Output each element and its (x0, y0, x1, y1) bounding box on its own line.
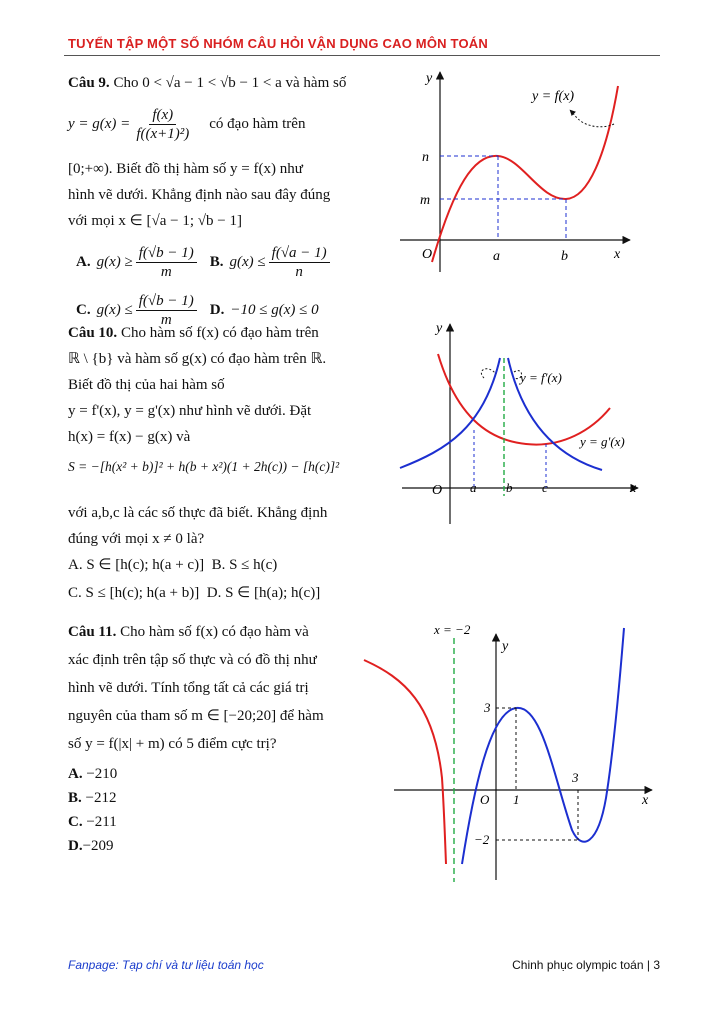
q11-origin-label: O (480, 792, 490, 807)
q9-optA-den: m (160, 263, 172, 280)
q11-optA-label: A. (68, 766, 83, 782)
q11-line2: xác định trên tập số thực và có đồ thị như (68, 652, 317, 668)
q9-optB-label: B. (209, 254, 224, 270)
q9-optC-num: f(√b − 1) (136, 292, 197, 311)
q9-g-den: f((x+1)²) (136, 125, 190, 142)
q9-origin-label: O (422, 247, 433, 262)
q11-tick-3x: 3 (572, 770, 579, 785)
q9-line3: [0;+∞). Biết đồ thị hàm số y = f(x) như (68, 161, 303, 177)
q9-graph (392, 66, 642, 276)
q11-graph (360, 618, 660, 888)
q9-optB-fraction (269, 244, 330, 281)
q9-optA-num: f(√b − 1) (136, 244, 197, 263)
q10-optB: B. S ≤ h(c) (211, 557, 278, 573)
q9-optA-label: A. (76, 254, 91, 270)
q10-options-cd (68, 580, 360, 606)
q10-line7: với a,b,c là các số thực đã biết. Khẳng định (68, 505, 328, 521)
q11-optD-value: −209 (82, 838, 114, 854)
q11-optB-label: B. (68, 790, 82, 806)
q10-line5: h(x) = f(x) − g(x) và (68, 429, 191, 445)
q9-axis-y-label: y (426, 71, 433, 86)
q9-line2 (68, 104, 360, 144)
q10-line3: Biết đồ thị của hai hàm số (68, 377, 225, 393)
q11-line3: hình vẽ dưới. Tính tổng tất cả các giá trị (68, 680, 309, 696)
q10-tick-a: a (470, 480, 477, 495)
q10-tick-b: b (506, 480, 513, 495)
q11-curve-left-branch (364, 660, 446, 864)
q9-tick-b: b (561, 249, 568, 264)
footer-page-info: Chinh phục olympic toán | 3 (512, 958, 660, 972)
q10-line1 (68, 320, 360, 346)
q9-optA-fraction (136, 244, 197, 281)
q11-line1-text: Cho hàm số f(x) có đạo hàm và (120, 624, 309, 640)
q11-label: Câu 11. (68, 624, 117, 640)
q11-optD (68, 834, 360, 858)
q10-line2: ℝ \ {b} và hàm số g(x) có đạo hàm trên ℝ. (68, 351, 327, 367)
q9-tick-m: m (420, 193, 431, 208)
q9-optB-den: n (295, 263, 303, 280)
q9-options-ab (68, 240, 360, 284)
q11-optB (68, 786, 360, 810)
q9-curve-f (432, 86, 618, 262)
q11-axis-y-label: y (502, 639, 509, 654)
q9-axis-x-label: x (614, 247, 621, 262)
q10-optD: D. S ∈ [h(a); h(c)] (206, 585, 321, 601)
q11-tick-m2: −2 (474, 832, 490, 847)
q9-tick-n: n (422, 150, 429, 165)
q9-line5: với mọi x ∈ [√a − 1; √b − 1] (68, 213, 242, 229)
q9-optB-num: f(√a − 1) (269, 244, 330, 263)
question-10 (68, 320, 360, 606)
q11-options (68, 762, 360, 858)
q10-options-ab (68, 552, 360, 578)
q11-axis-x-label: x (642, 793, 649, 808)
q9-optC-label: C. (76, 302, 91, 318)
q10-line4: y = f'(x), y = g'(x) như hình vẽ dưới. Đặt (68, 403, 312, 419)
q9-optD-label: D. (209, 302, 225, 318)
q9-line1-text: Cho 0 < √a − 1 < √b − 1 < a và hàm số (113, 75, 347, 91)
q9-optA-lhs: g(x) ≥ (96, 254, 133, 270)
q11-optA-value: −210 (86, 766, 118, 782)
q11-line1 (68, 618, 360, 646)
q10-line8: đúng với mọi x ≠ 0 là? (68, 531, 205, 547)
q11-asymptote-label: x = −2 (434, 622, 471, 637)
q11-tick-3y: 3 (484, 700, 491, 715)
q9-line1 (68, 70, 360, 96)
q9-g-num: f(x) (149, 106, 176, 125)
q10-optC: C. S ≤ [h(c); h(a + b)] (68, 585, 200, 601)
q10-graph (396, 318, 646, 528)
q11-tick-1: 1 (513, 792, 520, 807)
q10-axis-y-label: y (436, 321, 443, 336)
q10-axis-x-label: x (630, 481, 637, 496)
question-9 (68, 70, 360, 332)
q11-optC-value: −211 (86, 814, 117, 830)
q10-optA: A. S ∈ [h(c); h(a + c)] (68, 557, 205, 573)
q9-optC-den: m (160, 311, 172, 328)
q10-line1-text: Cho hàm số f(x) có đạo hàm trên (120, 325, 319, 341)
q9-curve-label: y = f(x) (532, 89, 575, 104)
page-header: TUYỂN TẬP MỘT SỐ NHÓM CÂU HỎI VẬN DỤNG CAO MÔN TOÁN (68, 36, 488, 51)
q10-label: Câu 10. (68, 325, 118, 341)
q9-line2-rhs: có đạo hàm trên (209, 116, 306, 132)
q10-label-f-prime: y = f'(x) (520, 370, 562, 385)
header-divider (64, 55, 660, 56)
q10-formula-s: S = −[h(x² + b)]² + h(b + x²)(1 + 2h(c)) − [h(c)]² (68, 459, 340, 474)
q9-g-fraction (133, 106, 192, 143)
q9-optC-lhs: g(x) ≤ (96, 302, 133, 318)
q11-optA (68, 762, 360, 786)
q10-tick-c: c (542, 480, 548, 495)
q11-optB-value: −212 (85, 790, 117, 806)
q10-label-g-prime: y = g'(x) (580, 434, 625, 449)
q10-origin-label: O (432, 483, 443, 498)
q9-pointer-arrow (570, 110, 614, 127)
q9-label: Câu 9. (68, 75, 110, 91)
question-11 (68, 618, 360, 858)
q9-tick-a: a (493, 249, 500, 264)
q9-g-lhs: y = g(x) = (68, 116, 131, 132)
q11-optC (68, 810, 360, 834)
q11-optD-label: D. (68, 838, 83, 854)
q11-line4: nguyên của tham số m ∈ [−20;20] để hàm (68, 708, 324, 724)
q10-pointer-arrow (481, 369, 521, 379)
q11-optC-label: C. (68, 814, 83, 830)
footer-fanpage-link[interactable]: Fanpage: Tạp chí và tư liệu toán học (68, 958, 264, 972)
q9-optB-lhs: g(x) ≤ (229, 254, 266, 270)
q11-curve-right-branch (462, 628, 624, 864)
q9-optD-text: −10 ≤ g(x) ≤ 0 (230, 302, 319, 318)
q9-line4: hình vẽ dưới. Khẳng định nào sau đây đúng (68, 187, 331, 203)
q11-line5: số y = f(|x| + m) có 5 điểm cực trị? (68, 736, 277, 752)
